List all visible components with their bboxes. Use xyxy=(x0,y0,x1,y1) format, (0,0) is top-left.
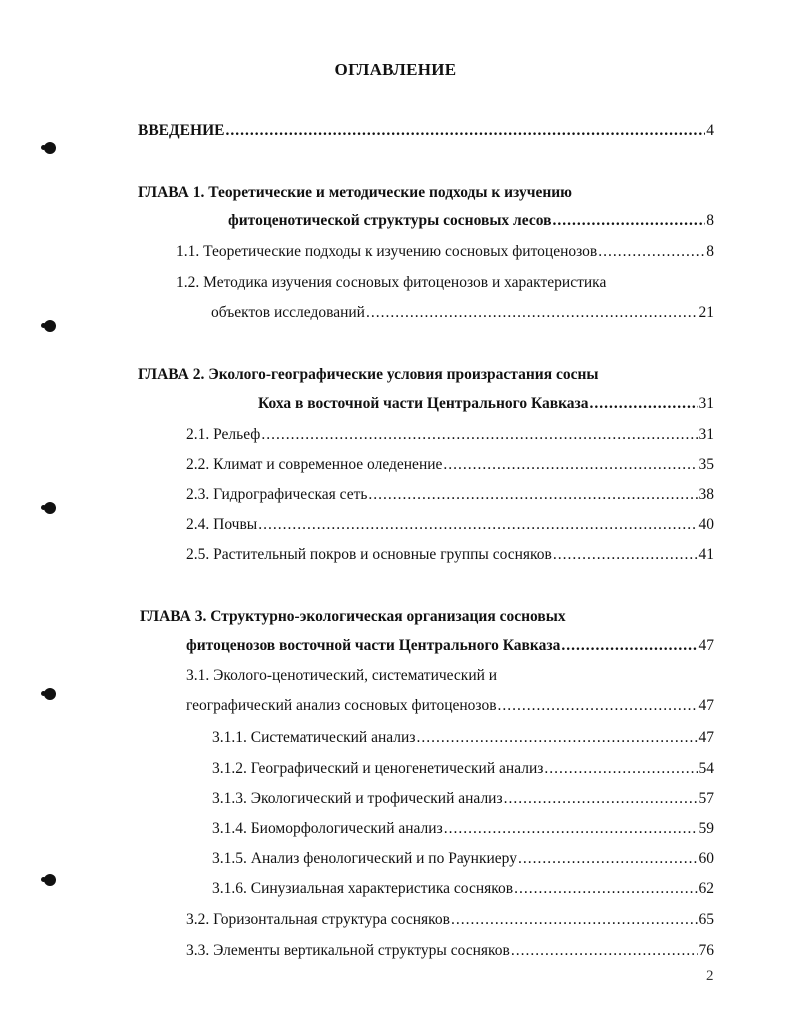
leader-dots xyxy=(443,455,697,475)
punch-hole xyxy=(44,142,56,154)
toc-entry-3-1-6 xyxy=(212,879,714,899)
toc-entry-1-2-line1: 1.2. Методика изучения сосновых фитоценозов и характеристика xyxy=(176,274,607,291)
toc-label: 3.1.2. Географический и ценогенетический анализ xyxy=(212,760,544,777)
toc-page: 8 xyxy=(706,212,714,229)
toc-label: фитоценозов восточной части Центрального Кавказа xyxy=(186,637,561,654)
chapter-1-title: ГЛАВА 1. Теоретические и методические подходы к изучению xyxy=(138,184,573,201)
toc-page: 41 xyxy=(698,546,714,563)
toc-label: 2.3. Гидрографическая сеть xyxy=(186,486,368,503)
toc-label: 2.5. Растительный покров и основные группы сосняков xyxy=(186,546,552,563)
toc-entry-3-3 xyxy=(186,941,714,961)
toc-entry-2-5 xyxy=(186,545,714,565)
chapter-2-title: ГЛАВА 2. Эколого-географические условия произрастания сосны xyxy=(138,366,599,383)
leader-dots xyxy=(258,515,697,535)
page-number: 2 xyxy=(706,968,714,984)
toc-label: 2.4. Почвы xyxy=(186,516,258,533)
toc-entry-intro xyxy=(138,121,714,141)
leader-dots xyxy=(444,819,698,839)
punch-hole xyxy=(44,320,56,332)
toc-entry-chapter-3 xyxy=(186,636,714,656)
toc-entry-3-2 xyxy=(186,910,714,930)
toc-page: 59 xyxy=(698,820,714,837)
toc-label: фитоценотической структуры сосновых лесов xyxy=(228,212,552,229)
toc-entry-1-1 xyxy=(176,242,714,262)
toc-page: 40 xyxy=(698,516,714,533)
leader-dots xyxy=(518,849,698,869)
leader-dots xyxy=(368,485,697,505)
toc-page: 57 xyxy=(698,790,714,807)
toc-label: Коха в восточной части Центрального Кавказа xyxy=(258,395,589,412)
leader-dots xyxy=(504,789,698,809)
leader-dots xyxy=(225,121,705,141)
page-title: ОГЛАВЛЕНИЕ xyxy=(334,60,457,79)
leader-dots xyxy=(598,242,705,262)
punch-hole xyxy=(44,688,56,700)
toc-entry-3-1-line1: 3.1. Эколого-ценотический, систематический и xyxy=(186,667,498,684)
toc-label: 3.2. Горизонтальная структура сосняков xyxy=(186,911,450,928)
toc-entry-chapter-1 xyxy=(228,211,714,231)
leader-dots xyxy=(552,211,705,231)
toc-label: 2.2. Климат и современное оледенение xyxy=(186,456,443,473)
toc-label: 3.1.3. Экологический и трофический анализ xyxy=(212,790,503,807)
toc-page: 47 xyxy=(698,637,714,654)
punch-hole xyxy=(44,874,56,886)
toc-page: 47 xyxy=(698,729,714,746)
toc-page: 38 xyxy=(698,486,714,503)
leader-dots xyxy=(416,728,697,748)
toc-page: 21 xyxy=(698,304,714,321)
toc-page: 47 xyxy=(698,697,714,714)
toc-entry-chapter-2 xyxy=(258,394,714,414)
toc-label: 3.3. Элементы вертикальной структуры сосняков xyxy=(186,942,510,959)
toc-entry-3-1-4 xyxy=(212,819,714,839)
leader-dots xyxy=(498,696,698,716)
toc-label: объектов исследований xyxy=(211,304,365,321)
toc-label: 3.1.6. Синузиальная характеристика сосняков xyxy=(212,880,514,897)
toc-entry-2-3 xyxy=(186,485,714,505)
punch-hole xyxy=(44,502,56,514)
toc-page: 65 xyxy=(698,911,714,928)
toc-page: 76 xyxy=(698,942,714,959)
toc-page: 4 xyxy=(706,122,714,139)
toc-page: 54 xyxy=(698,760,714,777)
toc-label: 2.1. Рельеф xyxy=(186,426,261,443)
toc-entry-2-1 xyxy=(186,425,714,445)
toc-entry-3-1-1 xyxy=(212,728,714,748)
leader-dots xyxy=(590,394,698,414)
chapter-3-title: ГЛАВА 3. Структурно-экологическая организация сосновых xyxy=(140,608,566,625)
leader-dots xyxy=(451,910,698,930)
toc-page: 8 xyxy=(706,243,714,260)
leader-dots xyxy=(561,636,697,656)
toc-entry-3-1 xyxy=(186,696,714,716)
leader-dots xyxy=(544,759,697,779)
leader-dots xyxy=(366,303,698,323)
leader-dots xyxy=(514,879,697,899)
toc-page: 62 xyxy=(698,880,714,897)
leader-dots xyxy=(261,425,697,445)
toc-entry-1-2 xyxy=(211,303,714,323)
toc-page: 31 xyxy=(698,395,714,412)
toc-page: 35 xyxy=(698,456,714,473)
leader-dots xyxy=(553,545,698,565)
toc-entry-3-1-2 xyxy=(212,759,714,779)
toc-label: 1.1. Теоретические подходы к изучению сосновых фитоценозов xyxy=(176,243,598,260)
toc-label: 3.1.1. Систематический анализ xyxy=(212,729,416,746)
toc-entry-3-1-3 xyxy=(212,789,714,809)
toc-label: 3.1.5. Анализ фенологический и по Раункиеру xyxy=(212,850,517,867)
toc-page: 31 xyxy=(698,426,714,443)
toc-entry-3-1-5 xyxy=(212,849,714,869)
toc-page: 60 xyxy=(698,850,714,867)
toc-entry-2-2 xyxy=(186,455,714,475)
toc-label: ВВЕДЕНИЕ xyxy=(138,122,225,139)
toc-label: 3.1.4. Биоморфологический анализ xyxy=(212,820,443,837)
toc-entry-2-4 xyxy=(186,515,714,535)
toc-label: географический анализ сосновых фитоценозов xyxy=(186,697,497,714)
leader-dots xyxy=(511,941,698,961)
